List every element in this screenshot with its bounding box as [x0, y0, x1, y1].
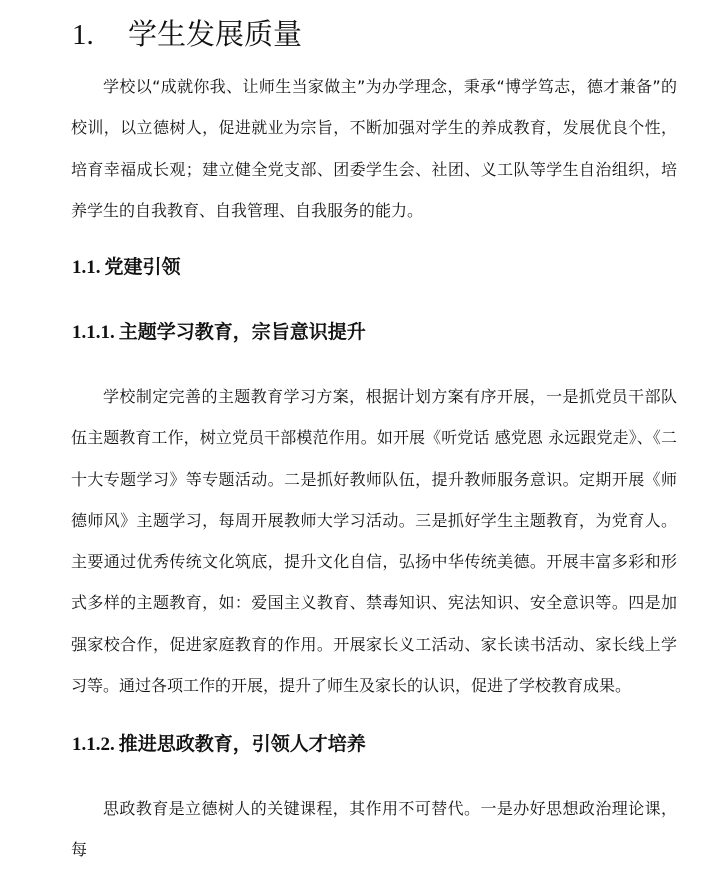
section-heading-1-1-2 — [72, 730, 366, 759]
section-1-1-1-paragraph: 学校制定完善的主题教育学习方案，根据计划方案有序开展，一是抓党员干部队伍主题教育工作，树立党员干部模范作用。如开展《听党话 感党恩 永远跟党走》、《二十大专题学习》等专题活动。二是抓好教师队伍，提升教师服务意识。定期开展《师德师风》主题学习，每周开展教师大学习活动。三是抓好学生主题教育，为党育人。主要通过优秀传统文化筑底，提升文化自信，弘扬中华传统美德。开展丰富多彩和形式多样的主题教育，如：爱国主义教育、禁毒知识、宪法知识、安全意识等。四是加强家校合作，促进家庭教育的作用。开展家长义工活动、家长读书活动、家长线上学习等。通过各项工作的开展，提升了师生及家长的认识，促进了学校教育成果。 — [71, 387, 677, 696]
section-title: 党建引领 — [104, 256, 181, 278]
section-number: 1.1.1. — [72, 322, 115, 343]
section-title: 主题学习教育，宗旨意识提升 — [118, 321, 366, 343]
section-1-1-2-paragraph: 思政教育是立德树人的关键课程，其作用不可替代。一是办好思想政治理论课，每 — [71, 799, 677, 860]
section-heading-1-1 — [72, 253, 181, 282]
section-title: 推进思政教育，引领人才培养 — [118, 733, 366, 755]
section-number: 1.1. — [72, 257, 101, 278]
section-heading-1-1-1 — [72, 318, 366, 347]
section-1-paragraph: 学校以“成就你我、让师生当家做主”为办学理念，秉承“博学笃志，德才兼备”的校训，以立德树人，促进就业为宗旨，不断加强对学生的养成教育，发展优良个性，培育幸福成长观；建立健全党支部、团委学生会、社团、义工队等学生自治组织，培养学生的自我教育、自我管理、自我服务的能力。 — [71, 77, 677, 220]
section-number: 1.1.2. — [72, 734, 115, 755]
section-number: 1. — [72, 19, 94, 51]
section-title: 学生发展质量 — [128, 17, 303, 51]
section-heading-1 — [72, 12, 302, 57]
